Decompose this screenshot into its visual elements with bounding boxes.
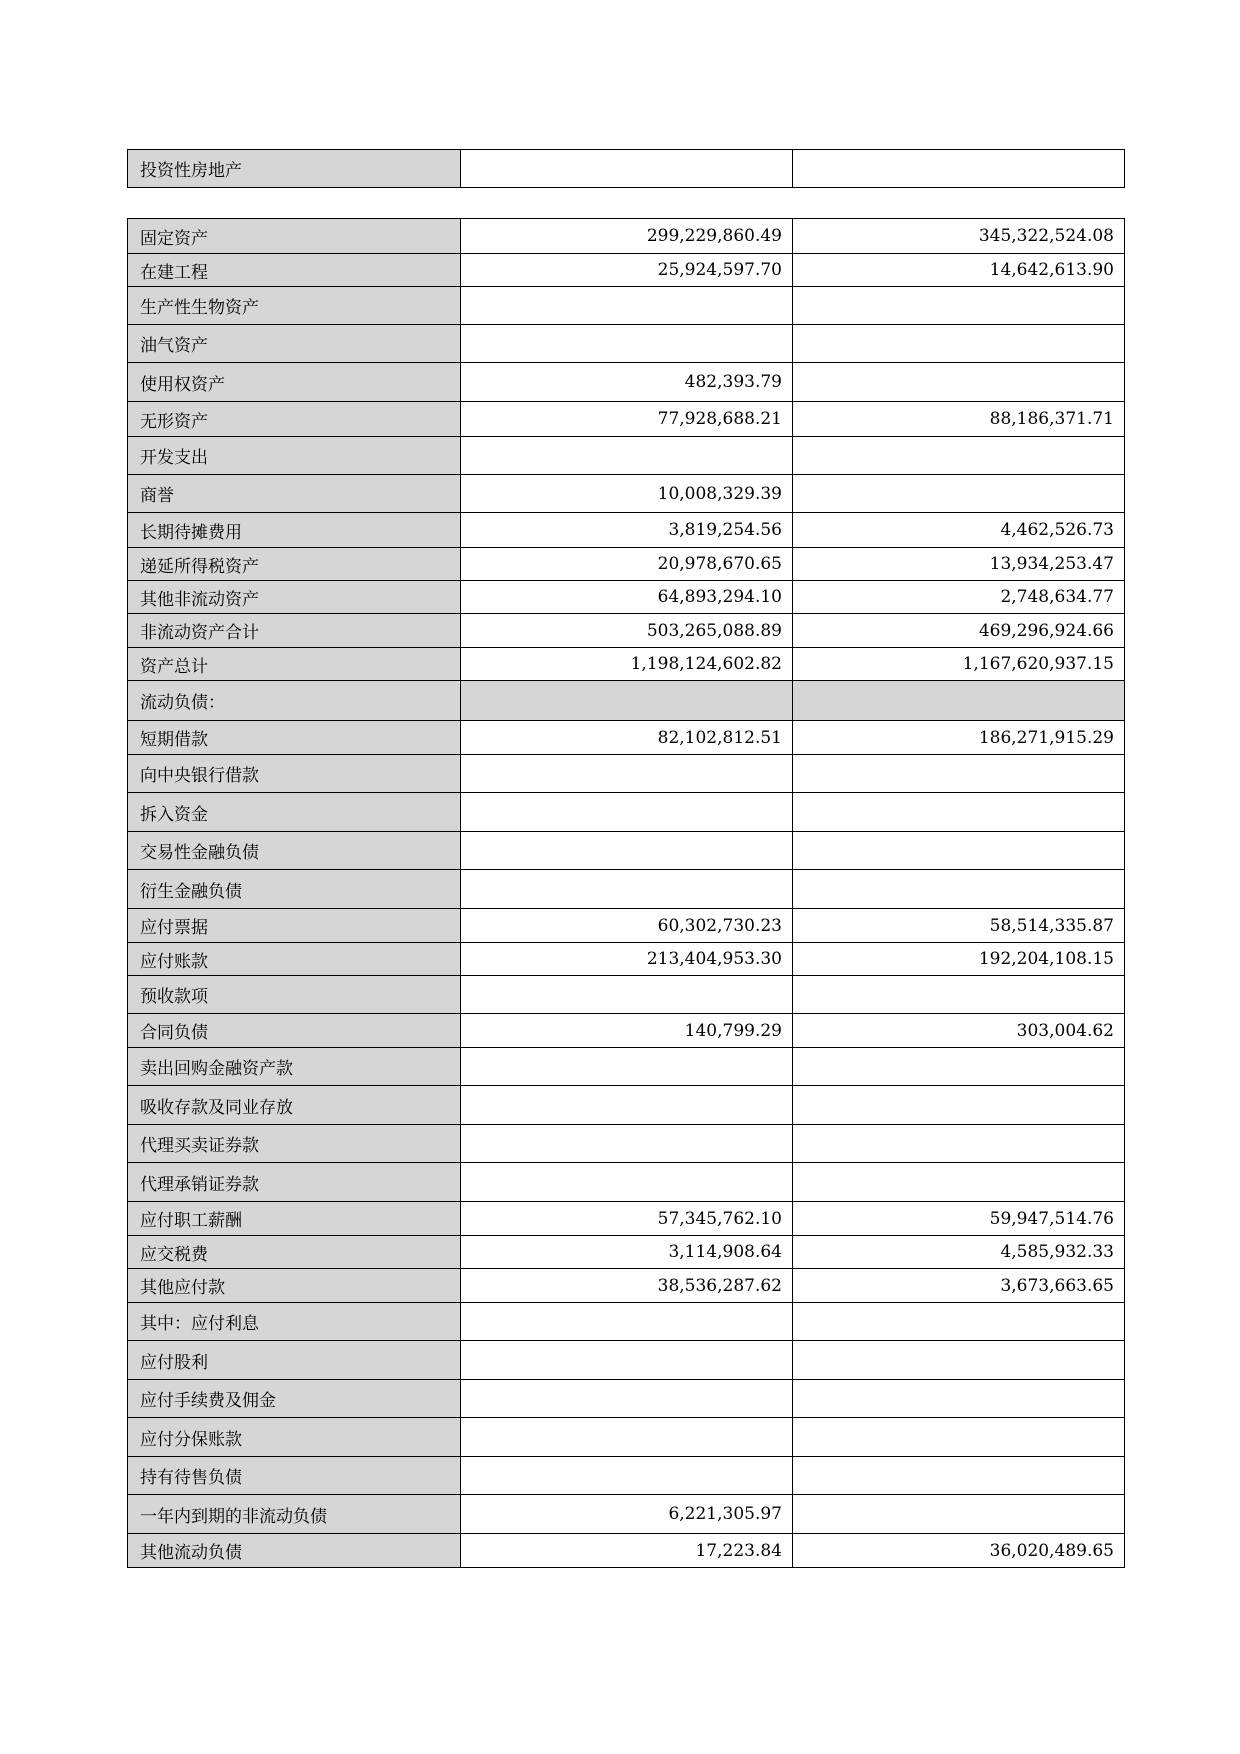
- row-label: 应付手续费及佣金: [128, 1380, 461, 1418]
- prior-period-value: [793, 1341, 1125, 1380]
- table-row: [128, 1202, 1125, 1236]
- row-label: 交易性金融负债: [128, 832, 461, 870]
- prior-period-value: [793, 976, 1125, 1014]
- current-period-value: 482,393.79: [461, 363, 793, 402]
- row-label: 吸收存款及同业存放: [128, 1086, 461, 1125]
- current-period-value: [461, 1418, 793, 1457]
- row-label: 合同负债: [128, 1014, 461, 1048]
- current-period-value: [461, 1457, 793, 1495]
- current-period-value: [461, 325, 793, 363]
- table-row: [128, 1341, 1125, 1380]
- row-label: 固定资产: [128, 219, 461, 254]
- table-row: [128, 581, 1125, 614]
- table-row: [128, 909, 1125, 943]
- current-period-value: 25,924,597.70: [461, 254, 793, 287]
- prior-period-value: 345,322,524.08: [793, 219, 1125, 254]
- prior-period-value: 2,748,634.77: [793, 581, 1125, 614]
- table-row: [128, 755, 1125, 793]
- current-period-value: 38,536,287.62: [461, 1269, 793, 1303]
- current-period-value: 3,114,908.64: [461, 1236, 793, 1269]
- table-row: [128, 513, 1125, 548]
- row-label: 开发支出: [128, 437, 461, 475]
- current-period-value: [461, 1086, 793, 1125]
- prior-period-value: [793, 793, 1125, 832]
- prior-period-value: 192,204,108.15: [793, 943, 1125, 976]
- prior-period-value: 59,947,514.76: [793, 1202, 1125, 1236]
- table-row: [128, 1269, 1125, 1303]
- table-row: [128, 614, 1125, 648]
- current-period-value: 140,799.29: [461, 1014, 793, 1048]
- prior-period-value: [793, 1418, 1125, 1457]
- table-row: [128, 1014, 1125, 1048]
- row-label: 卖出回购金融资产款: [128, 1048, 461, 1086]
- table-row: [128, 1048, 1125, 1086]
- current-period-value: 82,102,812.51: [461, 721, 793, 755]
- prior-period-value: [793, 325, 1125, 363]
- table-row: [128, 832, 1125, 870]
- prior-period-value: 36,020,489.65: [793, 1534, 1125, 1568]
- prior-period-value: [793, 1086, 1125, 1125]
- current-period-value: [461, 976, 793, 1014]
- prior-period-value: 58,514,335.87: [793, 909, 1125, 943]
- prior-period-value: 14,642,613.90: [793, 254, 1125, 287]
- current-period-value: 213,404,953.30: [461, 943, 793, 976]
- prior-period-value: 3,673,663.65: [793, 1269, 1125, 1303]
- table-row: [128, 681, 1125, 721]
- prior-period-value: [793, 287, 1125, 325]
- current-period-value: [461, 1048, 793, 1086]
- table-row: [128, 219, 1125, 254]
- current-period-value: [461, 832, 793, 870]
- table-row: [128, 548, 1125, 581]
- table-row: [128, 363, 1125, 402]
- current-period-value: 10,008,329.39: [461, 475, 793, 513]
- table-row: [128, 437, 1125, 475]
- table-row: [128, 721, 1125, 755]
- current-period-value: 3,819,254.56: [461, 513, 793, 548]
- table-row: [128, 1380, 1125, 1418]
- current-period-value: [461, 1125, 793, 1163]
- prior-period-value: 469,296,924.66: [793, 614, 1125, 648]
- row-label: 持有待售负债: [128, 1457, 461, 1495]
- table-row: [128, 976, 1125, 1014]
- current-period-value: [461, 755, 793, 793]
- row-label: 无形资产: [128, 402, 461, 437]
- row-label: 递延所得税资产: [128, 548, 461, 581]
- row-label: 非流动资产合计: [128, 614, 461, 648]
- table-row: [128, 870, 1125, 909]
- row-label: 商誉: [128, 475, 461, 513]
- current-period-value: [461, 437, 793, 475]
- table-row: [128, 648, 1125, 681]
- table-row: [128, 254, 1125, 287]
- current-period-value: [461, 1303, 793, 1341]
- prior-period-value: 4,462,526.73: [793, 513, 1125, 548]
- row-label: 其他流动负债: [128, 1534, 461, 1568]
- prior-period-value: 13,934,253.47: [793, 548, 1125, 581]
- prior-period-value: 303,004.62: [793, 1014, 1125, 1048]
- row-label: 长期待摊费用: [128, 513, 461, 548]
- current-period-value: [461, 1341, 793, 1380]
- table-row: [128, 150, 1125, 188]
- table-row: [128, 1236, 1125, 1269]
- current-period-value: 6,221,305.97: [461, 1495, 793, 1534]
- prior-period-value: [793, 1303, 1125, 1341]
- current-period-value: 17,223.84: [461, 1534, 793, 1568]
- row-label: 预收款项: [128, 976, 461, 1014]
- current-period-value: 57,345,762.10: [461, 1202, 793, 1236]
- current-period-value: [461, 1380, 793, 1418]
- balance-sheet-top-table: [127, 149, 1125, 188]
- prior-period-value: [793, 1048, 1125, 1086]
- prior-period-value: [793, 1495, 1125, 1534]
- table-row: [128, 1163, 1125, 1202]
- prior-period-value: [793, 1380, 1125, 1418]
- row-label: 应付职工薪酬: [128, 1202, 461, 1236]
- current-period-value: 299,229,860.49: [461, 219, 793, 254]
- row-label: 使用权资产: [128, 363, 461, 402]
- current-period-value: 503,265,088.89: [461, 614, 793, 648]
- row-label: 代理承销证券款: [128, 1163, 461, 1202]
- row-label: 应付分保账款: [128, 1418, 461, 1457]
- row-label: 资产总计: [128, 648, 461, 681]
- prior-period-value: 88,186,371.71: [793, 402, 1125, 437]
- table-row: [128, 1418, 1125, 1457]
- row-label: 在建工程: [128, 254, 461, 287]
- row-label: 其中：应付利息: [128, 1303, 461, 1341]
- row-label: 拆入资金: [128, 793, 461, 832]
- table-row: [128, 1303, 1125, 1341]
- row-label: 应付票据: [128, 909, 461, 943]
- prior-period-value: [793, 1457, 1125, 1495]
- prior-period-value: [793, 363, 1125, 402]
- row-label: 其他非流动资产: [128, 581, 461, 614]
- table-row: [128, 325, 1125, 363]
- row-label: 应付账款: [128, 943, 461, 976]
- row-label: 投资性房地产: [128, 150, 461, 188]
- table-row: [128, 1125, 1125, 1163]
- row-label: 其他应付款: [128, 1269, 461, 1303]
- row-label: 代理买卖证券款: [128, 1125, 461, 1163]
- table-row: [128, 475, 1125, 513]
- prior-period-value: [793, 150, 1125, 188]
- table-row: [128, 1086, 1125, 1125]
- current-period-value: [461, 793, 793, 832]
- table-row: [128, 1457, 1125, 1495]
- current-period-value: 1,198,124,602.82: [461, 648, 793, 681]
- current-period-value: [461, 870, 793, 909]
- current-period-value: [461, 287, 793, 325]
- row-label: 流动负债：: [128, 681, 461, 721]
- prior-period-value: [793, 681, 1125, 721]
- balance-sheet-main-table: [127, 218, 1125, 1568]
- row-label: 应付股利: [128, 1341, 461, 1380]
- row-label: 油气资产: [128, 325, 461, 363]
- table-row: [128, 287, 1125, 325]
- table-row: [128, 1495, 1125, 1534]
- current-period-value: 20,978,670.65: [461, 548, 793, 581]
- table-row: [128, 943, 1125, 976]
- row-label: 向中央银行借款: [128, 755, 461, 793]
- row-label: 应交税费: [128, 1236, 461, 1269]
- current-period-value: 64,893,294.10: [461, 581, 793, 614]
- current-period-value: 60,302,730.23: [461, 909, 793, 943]
- row-label: 衍生金融负债: [128, 870, 461, 909]
- current-period-value: [461, 681, 793, 721]
- table-row: [128, 402, 1125, 437]
- prior-period-value: [793, 1163, 1125, 1202]
- current-period-value: [461, 1163, 793, 1202]
- table-row: [128, 1534, 1125, 1568]
- row-label: 一年内到期的非流动负债: [128, 1495, 461, 1534]
- prior-period-value: [793, 475, 1125, 513]
- current-period-value: [461, 150, 793, 188]
- current-period-value: 77,928,688.21: [461, 402, 793, 437]
- prior-period-value: 4,585,932.33: [793, 1236, 1125, 1269]
- prior-period-value: 186,271,915.29: [793, 721, 1125, 755]
- prior-period-value: [793, 1125, 1125, 1163]
- prior-period-value: [793, 870, 1125, 909]
- table-row: [128, 793, 1125, 832]
- row-label: 生产性生物资产: [128, 287, 461, 325]
- row-label: 短期借款: [128, 721, 461, 755]
- prior-period-value: [793, 755, 1125, 793]
- prior-period-value: 1,167,620,937.15: [793, 648, 1125, 681]
- prior-period-value: [793, 437, 1125, 475]
- prior-period-value: [793, 832, 1125, 870]
